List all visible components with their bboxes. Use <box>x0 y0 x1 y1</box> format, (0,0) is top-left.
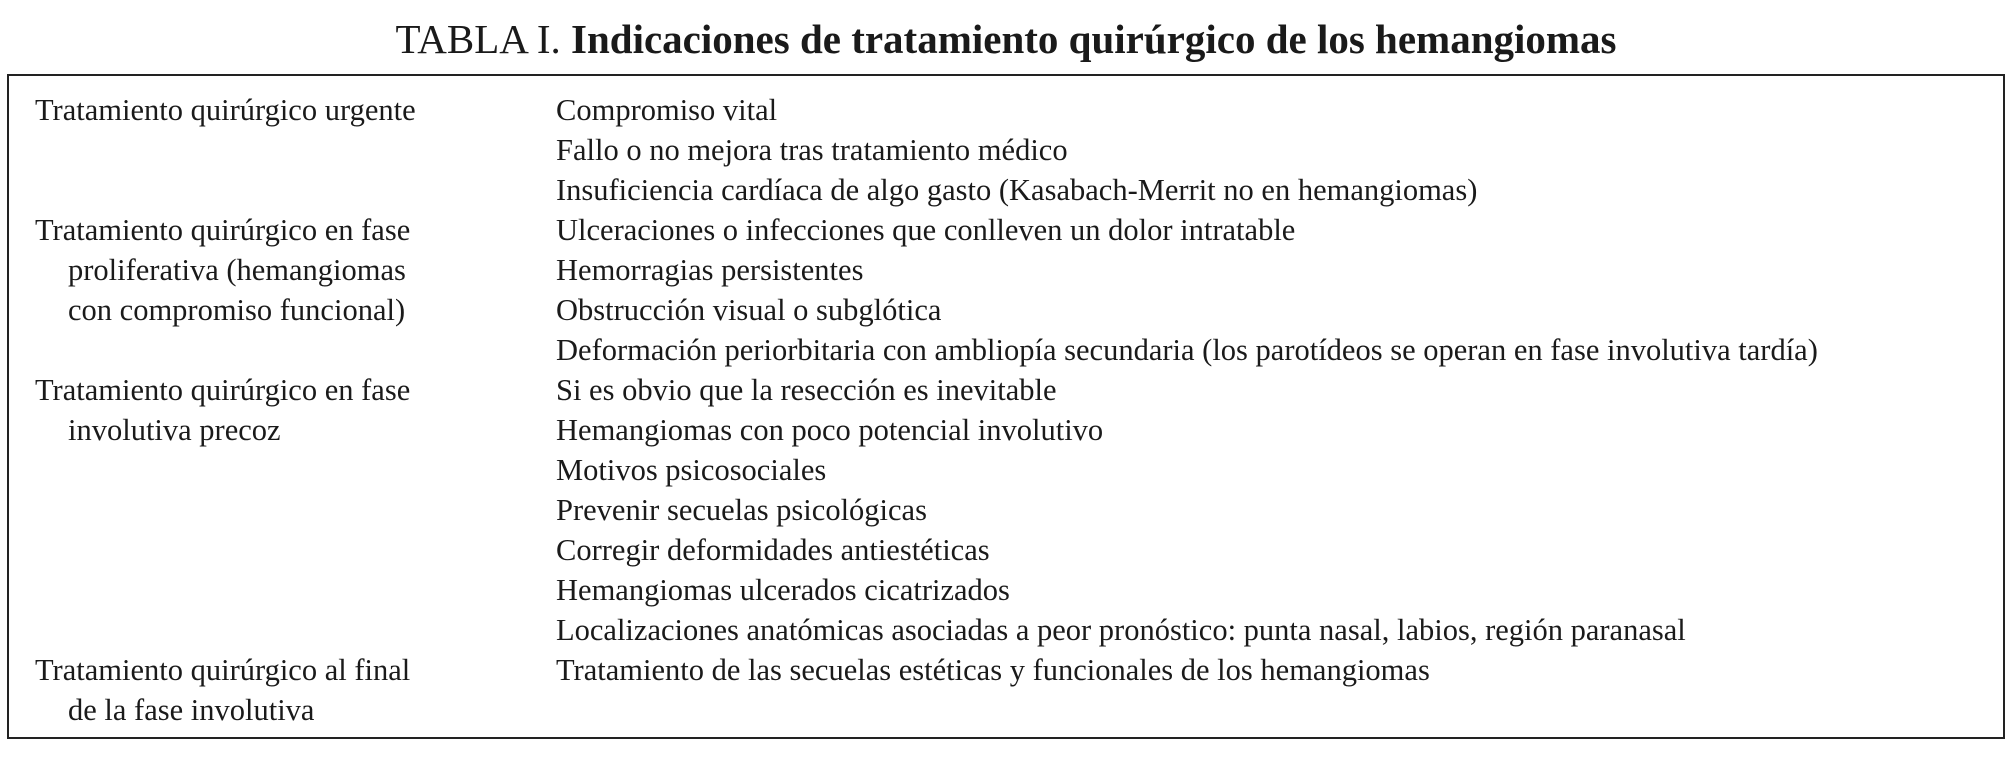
row-label <box>9 370 519 450</box>
row-label-line: Tratamiento quirúrgico en fase <box>35 373 411 407</box>
row-label <box>9 650 519 730</box>
indication-item: Tratamiento de las secuelas estéticas y funcionales de los hemangiomas <box>556 653 1430 687</box>
indication-item: Hemangiomas ulcerados cicatrizados <box>556 573 1010 607</box>
indication-item: Obstrucción visual o subglótica <box>556 293 942 327</box>
row-label-line: de la fase involutiva <box>68 693 315 727</box>
row-label-line: con compromiso funcional) <box>68 293 406 327</box>
row-label-line: proliferativa (hemangiomas <box>68 253 406 287</box>
table-row <box>9 650 2003 730</box>
indication-item: Compromiso vital <box>556 93 778 127</box>
table <box>7 74 2005 739</box>
row-indications <box>519 210 2003 370</box>
indication-item: Hemangiomas con poco potencial involutivo <box>556 413 1104 447</box>
table-row <box>9 370 2003 650</box>
row-label <box>9 210 519 330</box>
indication-item: Fallo o no mejora tras tratamiento médico <box>556 133 1068 167</box>
indication-item: Prevenir secuelas psicológicas <box>556 493 927 527</box>
row-label <box>9 90 519 130</box>
table-number: TABLA I. <box>395 16 561 62</box>
row-label-line: Tratamiento quirúrgico en fase <box>35 213 411 247</box>
table-caption <box>0 10 2012 68</box>
indication-item: Motivos psicosociales <box>556 453 827 487</box>
indication-item: Insuficiencia cardíaca de algo gasto (Kasabach-Merrit no en hemangiomas) <box>556 173 1478 207</box>
row-label-line: involutiva precoz <box>68 413 281 447</box>
indication-item: Hemorragias persistentes <box>556 253 864 287</box>
indication-item: Deformación periorbitaria con ambliopía secundaria (los parotídeos se operan en fase involutiva tardía) <box>556 333 1818 367</box>
row-indications <box>519 650 2003 690</box>
row-indications <box>519 90 2003 210</box>
row-indications <box>519 370 2003 650</box>
indication-item: Corregir deformidades antiestéticas <box>556 533 990 567</box>
indication-item: Localizaciones anatómicas asociadas a peor pronóstico: punta nasal, labios, región paranasal <box>556 613 1686 647</box>
row-label-line: Tratamiento quirúrgico al final <box>35 653 411 687</box>
table-body <box>9 90 2003 730</box>
indication-item: Ulceraciones o infecciones que conlleven un dolor intratable <box>556 213 1296 247</box>
indication-item: Si es obvio que la resección es inevitable <box>556 373 1057 407</box>
row-label-line: Tratamiento quirúrgico urgente <box>35 93 416 127</box>
table-row <box>9 90 2003 210</box>
table-row <box>9 210 2003 370</box>
table-title: Indicaciones de tratamiento quirúrgico de los hemangiomas <box>571 16 1617 62</box>
